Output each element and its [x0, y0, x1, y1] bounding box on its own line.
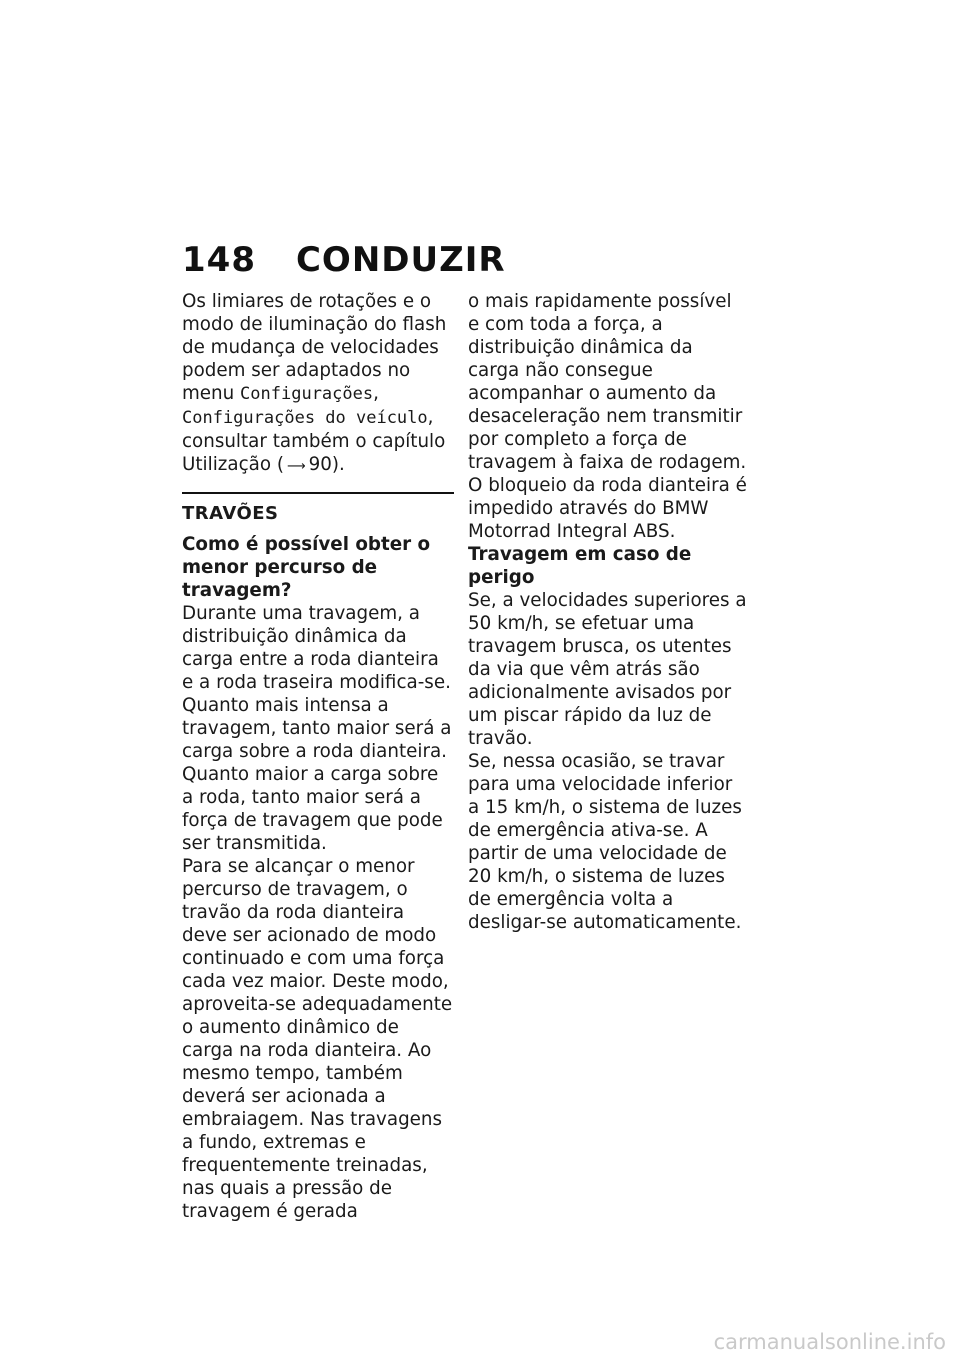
intro-text: Os limiares de rotações e o modo de iluminação do flash de mudança de velocidades podem ser adaptados no menu: [182, 291, 447, 404]
intro-paragraph: [182, 290, 454, 478]
menu-separator: ,: [373, 383, 379, 404]
section-title-travoes: TRAVÕES: [182, 492, 454, 525]
intro-text-after: , consultar também o capítulo Utilização: [182, 407, 446, 475]
page-reference[interactable]: 90).: [308, 454, 345, 475]
page-number: 148: [182, 240, 256, 280]
watermark: carmanualsonline.info: [713, 1330, 946, 1354]
paragraph-abs: O bloqueio da roda dianteira é impedido através do BMW Motorrad Integral ABS.: [468, 475, 747, 542]
chapter-title: CONDUZIR: [295, 240, 506, 280]
menu-path-configuracoes: Configurações: [240, 384, 374, 404]
paragraph-continuacao: o mais rapidamente possível e com toda a força, a distribuição dinâmica da carga não consegue acompanhar o aumento da desaceleração nem transmitir por completo a força de travagem à faixa de rodagem.: [468, 291, 747, 473]
page-header: [182, 240, 506, 280]
paragraph-distribuicao: Durante uma travagem, a distribuição dinâmica da carga entre a roda dianteira e a roda traseira modifica-se. Quanto mais intensa a travagem, tanto maior será a carga sobre a roda dianteira. Quanto maior a carga sobre a roda, tanto maior será a força de travagem que pode ser transmitida.: [182, 603, 452, 854]
ref-open: (: [276, 454, 284, 475]
right-column: [468, 290, 748, 934]
paragraph-aviso-luz: Se, a velocidades superiores a 50 km/h, se efetuar uma travagem brusca, os utentes da via que vêm atrás são adicionalmente avisados por um piscar rápido da luz de travão.: [468, 590, 747, 749]
page-ref-arrow-icon: ⟶: [286, 459, 306, 474]
paragraph-menor-percurso: Para se alcançar o menor percurso de travagem, o travão da roda dianteira deve ser acionado de modo continuado e com uma força cada vez maior. Deste modo, aproveita-se adequadamente o aumento dinâmico de carga na roda dianteira. Ao mesmo tempo, também deverá ser acionada a embraiagem. Nas travagens a fundo, extremas e frequentemente treinadas, nas quais a pressão de travagem é gerada: [182, 856, 453, 1222]
subheading-travagem-perigo: Travagem em caso de perigo: [468, 544, 692, 588]
subheading-menor-percurso: Como é possível obter o menor percurso de travagem?: [182, 534, 431, 601]
paragraph-luzes-emergencia: Se, nessa ocasião, se travar para uma velocidade inferior a 15 km/h, o sistema de luzes de emergência ativa-se. A partir de uma velocidade de 20 km/h, o sistema de luzes de emergência volta a desligar-se automaticamente.: [468, 751, 742, 933]
left-column: [182, 290, 454, 1223]
menu-path-configuracoes-veiculo: Configurações do veículo: [182, 408, 428, 428]
